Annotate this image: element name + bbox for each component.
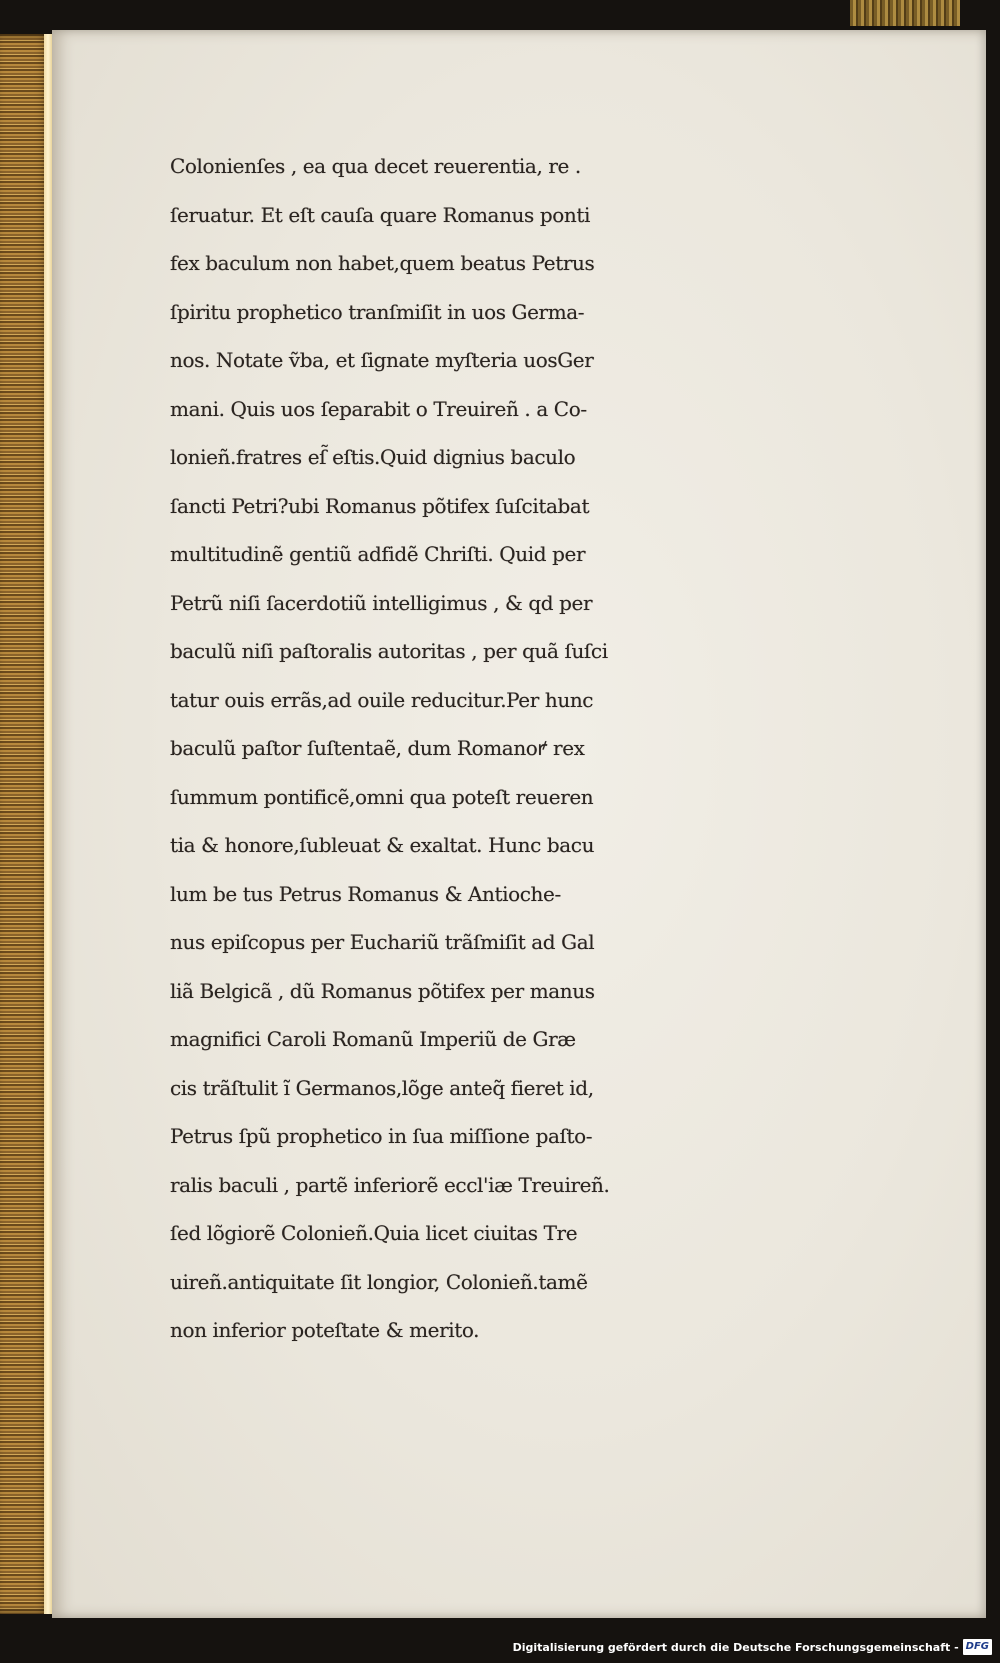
text-line: mani. Quis uos ſeparabit o Treuireñ . a Co- <box>170 396 587 421</box>
text-line: ralis baculi , partẽ inferiorẽ eccl'iæ Treuireñ. <box>170 1172 610 1197</box>
text-line: ſancti Petri?ubi Romanus põtifex ſuſcitabat <box>170 493 590 518</box>
text-line: ſummum pontificẽ,omni qua poteſt reueren <box>170 784 594 809</box>
text-line: ſpiritu prophetico tranſmiſit in uos Germa- <box>170 299 585 324</box>
text-line: multitudinẽ gentiũ adfidẽ Chriſti. Quid per <box>170 542 586 566</box>
funding-credit: Digitalisierung gefördert durch die Deutsche Forschungsgemeinschaft - <box>512 1640 959 1654</box>
text-line: tia & honore,ſubleuat & exaltat. Hunc bacu <box>170 833 595 857</box>
text-line: ſeruatur. Et eſt cauſa quare Romanus ponti <box>170 202 591 227</box>
gilt-top-edge <box>850 0 960 26</box>
text-line: Petrũ niſi ſacerdotiũ intelligimus , & qd per <box>170 590 593 615</box>
text-line: fex baculum non habet,quem beatus Petrus <box>170 251 595 275</box>
text-line: Colonienſes , ea qua decet reuerentia, re . <box>170 154 581 178</box>
text-line: nus epiſcopus per Euchariũ trãſmiſit ad Gal <box>170 930 595 954</box>
text-line: lum be tus Petrus Romanus & Antioche- <box>170 881 561 906</box>
text-line: non inferior poteſtate & merito. <box>170 1318 480 1342</box>
text-line: uireñ.antiquitate ſit longior, Colonieñ.tamẽ <box>170 1269 588 1294</box>
text-line: liã Belgicã , dũ Romanus põtifex per manus <box>170 978 595 1003</box>
text-line: tatur ouis errãs,ad ouile reducitur.Per hunc <box>170 687 594 712</box>
text-line: baculũ paſtor ſuſtentaẽ, dum Romanoꝵ rex <box>170 736 585 760</box>
paper-page <box>52 30 986 1618</box>
text-block <box>170 142 970 1355</box>
text-line: magnifici Caroli Romanũ Imperiũ de Græ <box>170 1027 576 1051</box>
digitization-footer <box>513 1637 992 1657</box>
text-line: lonieñ.fratres eſ̃ eſtis.Quid dignius baculo <box>170 445 576 469</box>
text-line: nos. Notate ṽba, et ſignate myſteria uosGer <box>170 348 594 372</box>
text-line: cis trãſtulit ĩ Germanos,lõge anteq̃ fieret id, <box>170 1075 594 1100</box>
text-line: Petrus ſpũ prophetico in ſua miſſione paſto- <box>170 1124 593 1148</box>
dfg-logo: DFG <box>963 1639 992 1655</box>
text-line: ſed lõgiorẽ Colonieñ.Quia licet ciuitas Tre <box>170 1221 578 1245</box>
book-page-edges <box>0 34 52 1614</box>
text-line: baculũ niſi paſtoralis autoritas , per quã ſuſci <box>170 639 608 663</box>
